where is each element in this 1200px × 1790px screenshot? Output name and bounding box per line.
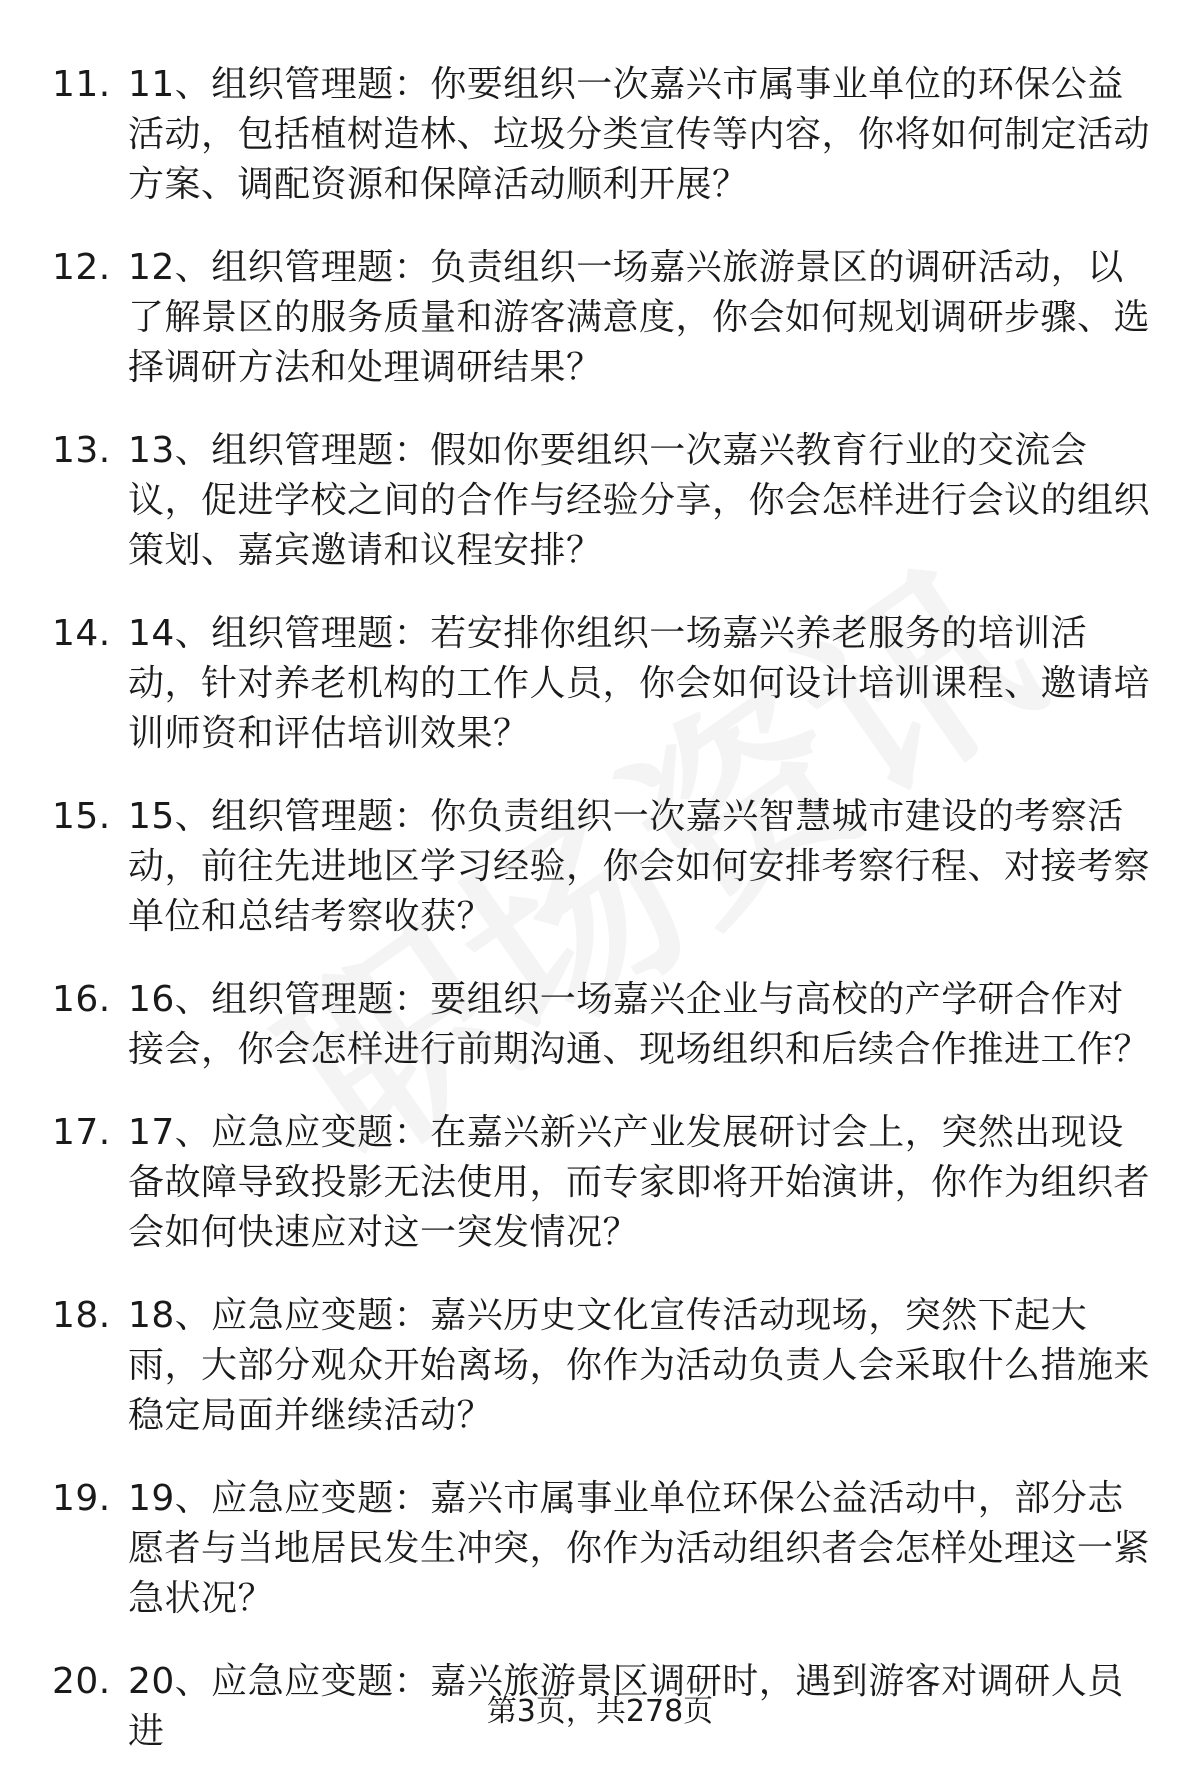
question-item [52, 426, 1152, 576]
question-number: 17. [52, 1112, 111, 1153]
question-item [52, 243, 1152, 393]
page-footer: 第3页，共278页 [486, 1694, 714, 1729]
question-number: 18. [52, 1295, 111, 1336]
question-item [52, 1474, 1152, 1624]
question-number: 16. [52, 979, 111, 1020]
question-list [52, 60, 1152, 1790]
question-number: 20. [52, 1661, 111, 1702]
question-number: 14. [52, 613, 111, 654]
question-text: 14、组织管理题：若安排你组织一场嘉兴养老服务的培训活动，针对养老机构的工作人员，你会如何设计培训课程、邀请培训师资和评估培训效果？ [128, 613, 1151, 754]
question-number: 13. [52, 430, 111, 471]
question-number: 15. [52, 796, 111, 837]
question-item [52, 1108, 1152, 1258]
question-text: 16、组织管理题：要组织一场嘉兴企业与高校的产学研合作对接会，你会怎样进行前期沟通、现场组织和后续合作推进工作？ [128, 979, 1151, 1070]
question-text: 20、应急应变题：嘉兴旅游景区调研时，遇到游客对调研人员进 [128, 1661, 1124, 1752]
question-item [52, 975, 1152, 1075]
question-text: 11、组织管理题：你要组织一次嘉兴市属事业单位的环保公益活动，包括植树造林、垃圾分类宣传等内容，你将如何制定活动方案、调配资源和保障活动顺利开展？ [128, 64, 1151, 205]
question-number: 11. [52, 64, 111, 105]
question-item [52, 60, 1152, 210]
question-item [52, 792, 1152, 942]
question-text: 19、应急应变题：嘉兴市属事业单位环保公益活动中，部分志愿者与当地居民发生冲突，你作为活动组织者会怎样处理这一紧急状况？ [128, 1478, 1151, 1619]
question-number: 19. [52, 1478, 111, 1519]
question-text: 18、应急应变题：嘉兴历史文化宣传活动现场，突然下起大雨，大部分观众开始离场，你作为活动负责人会采取什么措施来稳定局面并继续活动？ [128, 1295, 1151, 1436]
question-item [52, 1291, 1152, 1441]
question-text: 17、应急应变题：在嘉兴新兴产业发展研讨会上，突然出现设备故障导致投影无法使用，而专家即将开始演讲，你作为组织者会如何快速应对这一突发情况？ [128, 1112, 1151, 1253]
question-item [52, 609, 1152, 759]
question-text: 13、组织管理题：假如你要组织一次嘉兴教育行业的交流会议，促进学校之间的合作与经验分享，你会怎样进行会议的组织策划、嘉宾邀请和议程安排？ [128, 430, 1151, 571]
question-text: 12、组织管理题：负责组织一场嘉兴旅游景区的调研活动，以了解景区的服务质量和游客满意度，你会如何规划调研步骤、选择调研方法和处理调研结果？ [128, 247, 1151, 388]
question-number: 12. [52, 247, 111, 288]
question-text: 15、组织管理题：你负责组织一次嘉兴智慧城市建设的考察活动，前往先进地区学习经验，你会如何安排考察行程、对接考察单位和总结考察收获？ [128, 796, 1151, 937]
